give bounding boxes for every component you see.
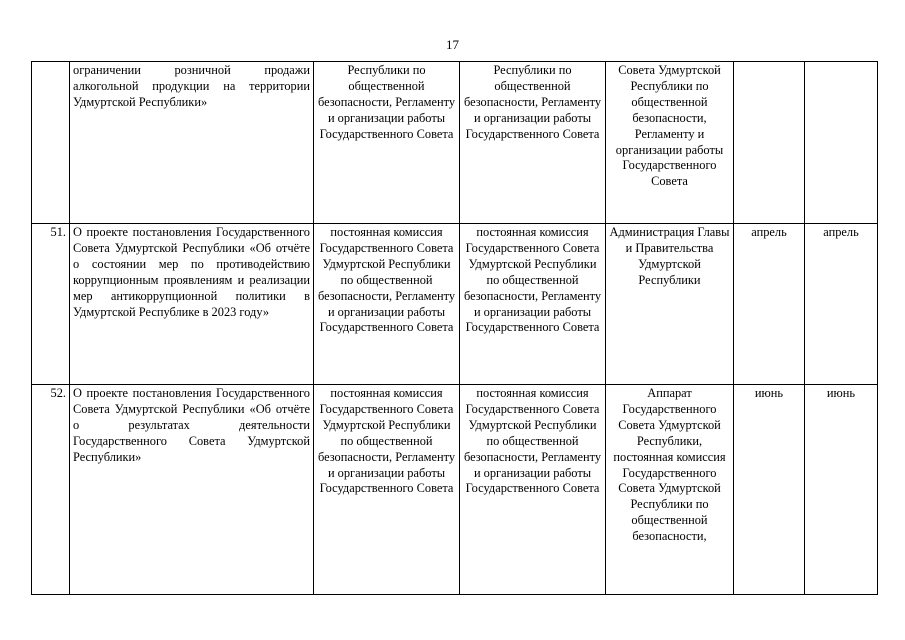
- row-preparing-committee: Республики по общественной безопасности, Регламенту и организации работы Государственного Совета: [460, 62, 606, 224]
- row-developer: Аппарат Государственного Совета Удмуртской Республики, постоянная комиссия Государственного Совета Удмуртской Республики по общественной безопасности,: [606, 385, 734, 595]
- page-number: 17: [446, 37, 459, 52]
- row-committee-date: апрель: [734, 224, 805, 385]
- row-preparing-committee: постоянная комиссия Государственного Совета Удмуртской Республики по общественной безопасности, Регламенту и организации работы Государственного Совета: [460, 224, 606, 385]
- plan-table: [31, 61, 878, 595]
- row-number: [32, 62, 70, 224]
- row-title: О проекте постановления Государственного Совета Удмуртской Республики «Об отчёте о результатах деятельности Государственного Совета Удмуртской Республики»: [70, 385, 314, 595]
- row-responsible-committee: постоянная комиссия Государственного Совета Удмуртской Республики по общественной безопасности, Регламенту и организации работы Государственного Совета: [314, 385, 460, 595]
- row-number: 51.: [32, 224, 70, 385]
- row-developer: Администрация Главы и Правительства Удмуртской Республики: [606, 224, 734, 385]
- row-title: ограничении розничной продажи алкогольной продукции на территории Удмуртской Республики»: [70, 62, 314, 224]
- row-session-date: июнь: [805, 385, 878, 595]
- row-responsible-committee: постоянная комиссия Государственного Совета Удмуртской Республики по общественной безопасности, Регламенту и организации работы Государственного Совета: [314, 224, 460, 385]
- row-preparing-committee: постоянная комиссия Государственного Совета Удмуртской Республики по общественной безопасности, Регламенту и организации работы Государственного Совета: [460, 385, 606, 595]
- row-title: О проекте постановления Государственного Совета Удмуртской Республики «Об отчёте о состоянии мер по противодействию коррупционным проявлениям и реализации мер антикоррупционной политики в Удмуртской Республике в 2023 году»: [70, 224, 314, 385]
- table-row: [32, 62, 878, 224]
- row-session-date: апрель: [805, 224, 878, 385]
- row-session-date: [805, 62, 878, 224]
- row-committee-date: июнь: [734, 385, 805, 595]
- row-committee-date: [734, 62, 805, 224]
- table-row: [32, 385, 878, 595]
- row-number: 52.: [32, 385, 70, 595]
- row-responsible-committee: Республики по общественной безопасности, Регламенту и организации работы Государственного Совета: [314, 62, 460, 224]
- table-row: [32, 224, 878, 385]
- row-developer: Совета Удмуртской Республики по общественной безопасности, Регламенту и организации работы Государственного Совета: [606, 62, 734, 224]
